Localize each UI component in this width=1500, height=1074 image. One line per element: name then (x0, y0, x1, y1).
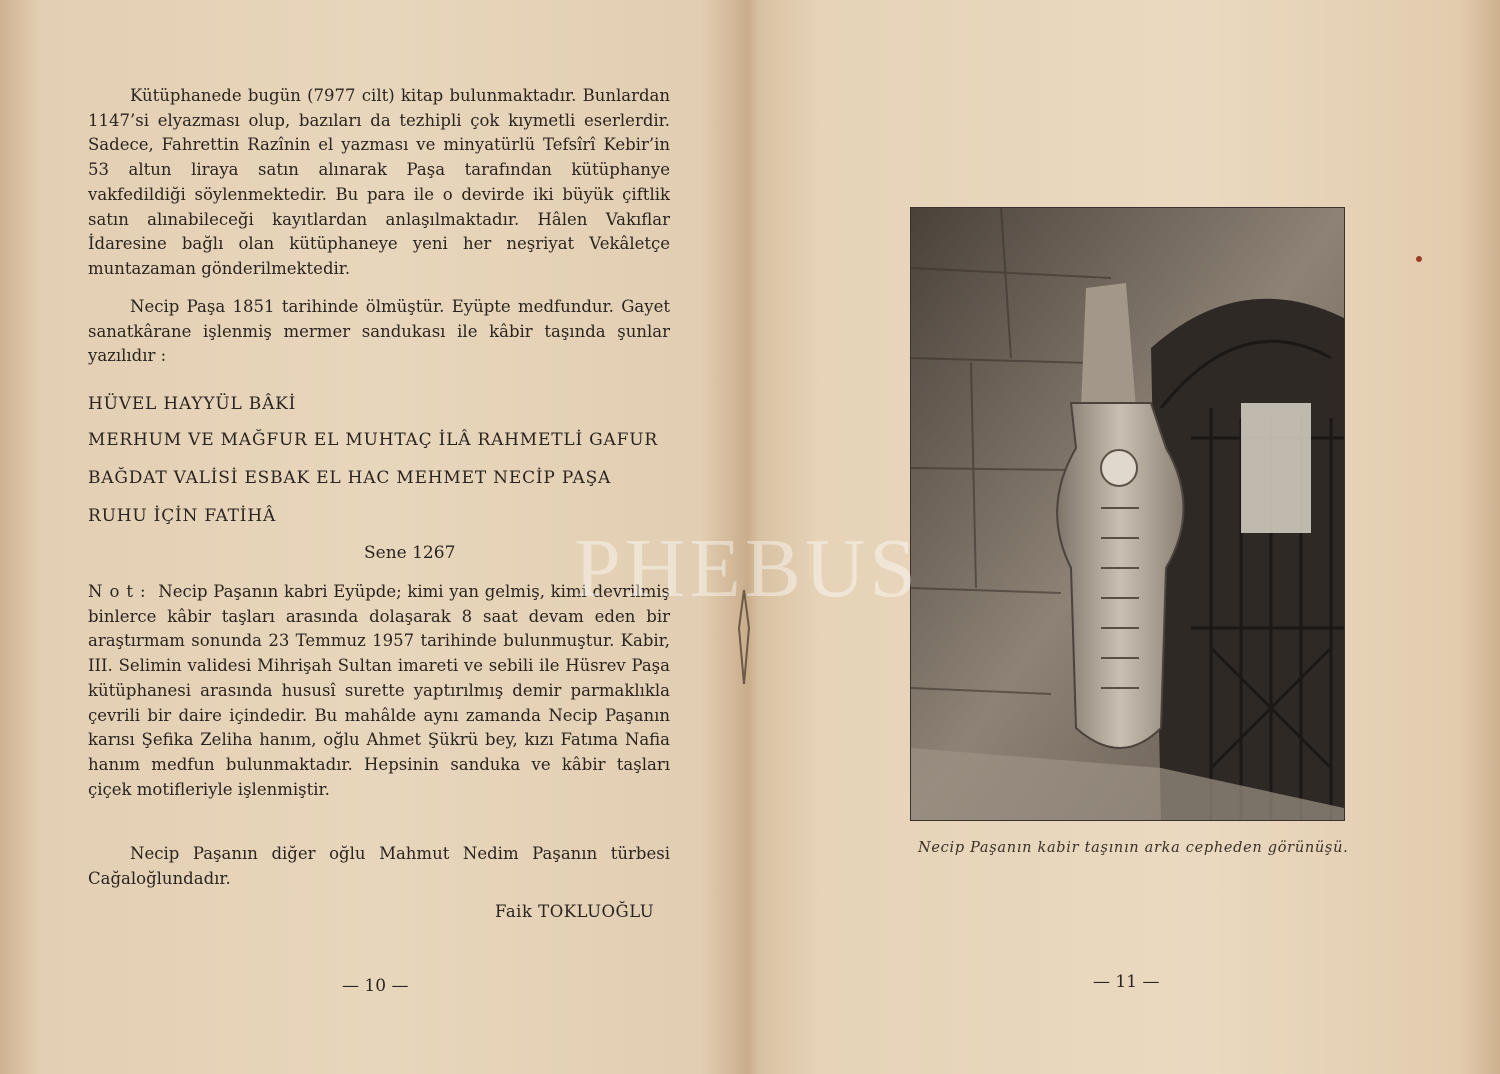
inscription-year: Sene 1267 (364, 543, 456, 563)
page-number-left: — 10 — (342, 976, 409, 996)
paragraph-library (88, 84, 670, 282)
paragraph-text: Necip Paşa 1851 tarihinde ölmüştür. Eyüpte medfundur. Gayet sanatkârane işlenmiş mermer sandukası ile kâbir taşında şunlar yazılıdır : (88, 297, 670, 366)
inscription-line-3: BAĞDAT VALİSİ ESBAK EL HAC MEHMET NECİP PAŞA (88, 468, 612, 488)
paper-spot (1416, 256, 1422, 262)
page-number-right: — 11 — (1093, 972, 1160, 992)
note-label: Not: (88, 582, 153, 601)
paragraph-text: Kütüphanede bugün (7977 cilt) kitap bulunmaktadır. Bunlardan 1147’si elyazması olup, bazıları da tezhipli çok kıymetli eserlerdir. Sadece, Fahrettin Razînin el yazması ve minyatürlü Tefsîrî Kebir’in 53 altun liraya satın alınarak Paşa tarafından kütüphanye vakfedildiği söylenmektedir. Bu para ile o devirde iki büyük çiftlik satın alınabileceği kayıtlardan anlaşılmaktadır. Hâlen Vakıflar İdaresine bağlı olan kütüphaneye yeni her neşriyat Vekâletçe muntazaman gönderilmektedir. (88, 86, 670, 278)
paragraph-death (88, 295, 670, 369)
inscription-line-1: HÜVEL HAYYÜL BÂKİ (88, 394, 297, 414)
paragraph-text: Necip Paşanın diğer oğlu Mahmut Nedim Paşanın türbesi Cağaloğlundadır. (88, 844, 670, 888)
paragraph-son (88, 842, 670, 891)
watermark-text: PHEBUS (574, 522, 921, 615)
inscription-line-2: MERHUM VE MAĞFUR EL MUHTAÇ İLÂ RAHMETLİ GAFUR (88, 430, 658, 450)
tombstone-photo (910, 207, 1345, 821)
note-text: Necip Paşanın kabri Eyüpde; kimi yan gelmiş, kimi devrilmiş binlerce kâbir taşları arasında dolaşarak 8 saat devam eden bir araştırmam sonunda 23 Temmuz 1957 tarihinde bulunmuştur. Kabir, III. Selimin validesi Mihrişah Sultan imareti ve sebili ile Hüsrev Paşa kütüphanesi arasında hususî surette yaptırılmış demir parmaklıkla çevrili bir daire içindedir. Bu mahâlde aynı zamanda Necip Paşanın karısı Şefika Zeliha hanım, oğlu Ahmet Şükrü bey, kızı Fatıma Nafia hanım medfun bulunmaktadır. Hepsinin sanduka ve kâbir taşları çiçek motifleriyle işlenmiştir. (88, 582, 671, 799)
photo-caption: Necip Paşanın kabir taşının arka cepheden görünüşü. (918, 840, 1349, 856)
inscription-line-4: RUHU İÇİN FATİHÂ (88, 506, 277, 526)
author-signature: Faik TOKLUOĞLU (495, 902, 655, 921)
